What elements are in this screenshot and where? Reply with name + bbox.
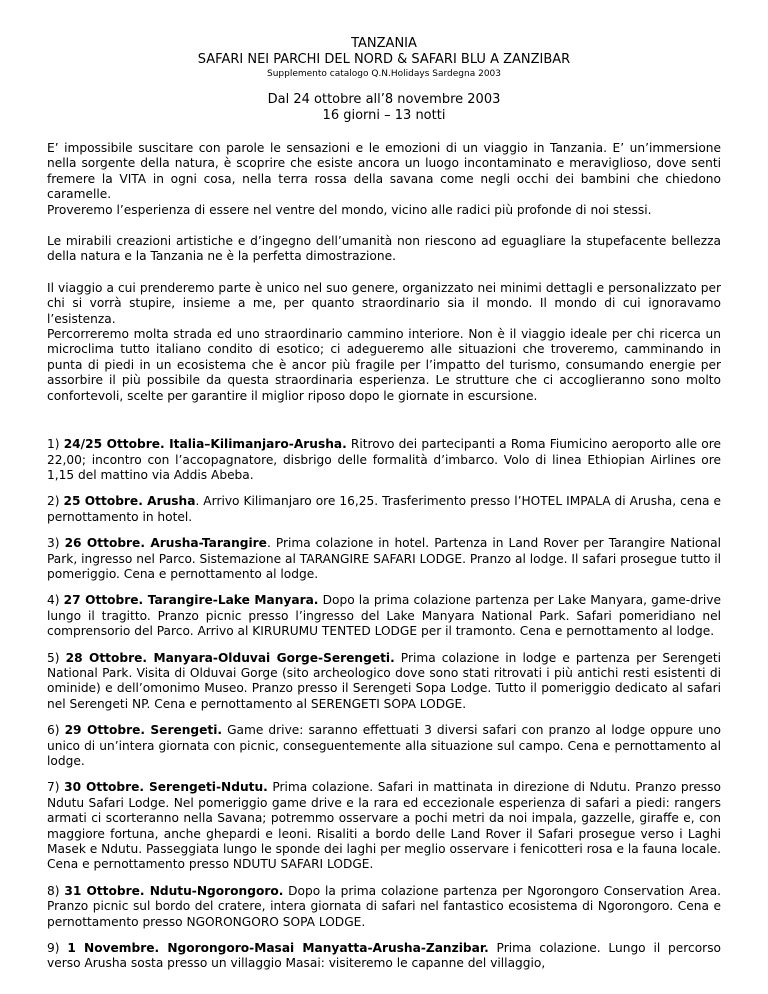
- itinerary-day: [47, 884, 721, 930]
- day-heading: 26 Ottobre. Arusha-Tarangire: [64, 536, 267, 551]
- itinerary-day: [47, 437, 721, 483]
- day-heading: 1 Novembre. Ngorongoro-Masai Manyatta-Arusha-Zanzibar.: [67, 941, 489, 956]
- spacer: [47, 420, 721, 437]
- day-number: 9): [47, 941, 68, 956]
- intro-paragraph: Proveremo l’esperienza di essere nel ventre del mondo, vicino alle radici più profonde di noi stessi.: [47, 202, 652, 217]
- day-text: Prima colazione. Lungo il percorso verso Arusha sosta presso un villaggio Masai: visiteremo le capanne del villaggio,: [47, 941, 721, 971]
- itinerary-day: [47, 941, 721, 972]
- day-text: Dopo la prima colazione partenza per Lake Manyara, game-drive lungo il tragitto. Pranzo picnic presso l’ingresso del Lake Manyara National Park. Safari pomeridiano nel comprensorio del Parco. Arrivo al KIRURUMU TENTED LODGE per il tramonto. Cena e pernottamento al lodge.: [47, 593, 721, 639]
- day-heading: 27 Ottobre. Tarangire-Lake Manyara.: [63, 593, 319, 608]
- day-number: 3): [47, 536, 65, 551]
- day-text: Prima colazione. Safari in mattinata in direzione di Ndutu. Pranzo presso Ndutu Safari Lodge. Nel pomeriggio game drive e la rara ed eccezionale esperienza di safari a piedi: rangers armati ci scorteranno nella Savana; potremmo osservare a pochi metri da noi impala, gazzelle, giraffe e, con maggiore fortuna, anche ghepardi e leoni. Risaliti a bordo delle Land Rover il Safari prosegue verso i Laghi Masek e Ndutu. Passeggiata lungo le sponde dei laghi per meglio osservare i fenicotteri rosa e la fauna locale. Cena e pernottamento presso NDUTU SAFARI LODGE.: [47, 780, 721, 872]
- itinerary-day: [47, 593, 721, 639]
- day-number: 8): [47, 883, 65, 898]
- day-text: Dopo la prima colazione partenza per Ngorongoro Conservation Area. Pranzo picnic sul bordo del cratere, intera giornata di safari nel fantastico ecosistema di Ngorongoro. Cena e pernottamento presso NGORONGORO SOPA LODGE.: [47, 883, 721, 929]
- day-number: 1): [47, 437, 64, 452]
- day-heading: 29 Ottobre. Serengeti.: [64, 723, 223, 738]
- day-text: Game drive: saranno effettuati 3 diversi safari con pranzo al lodge oppure uno unico di un’intera giornata con picnic, conseguentemente alla situazione sul campo. Cena e pernottamento al lodge.: [47, 723, 721, 768]
- itinerary-day: [47, 723, 721, 769]
- trip-duration: 16 giorni – 13 notti: [322, 108, 446, 123]
- day-heading: 30 Ottobre. Serengeti-Ndutu.: [64, 780, 268, 795]
- day-heading: 24/25 Ottobre. Italia–Kilimanjaro-Arusha.: [63, 437, 347, 452]
- itinerary-day: [47, 780, 721, 872]
- day-number: 7): [47, 780, 65, 795]
- day-number: 6): [47, 723, 65, 738]
- trip-title: SAFARI NEI PARCHI DEL NORD & SAFARI BLU A ZANZIBAR: [197, 52, 571, 67]
- intro-paragraph: Il viaggio a cui prenderemo parte è unico nel suo genere, organizzato nei minimi dettagli e personalizzato per chi si vorrà stupire, insieme a me, per quanto straordinario sia il mondo. Il mondo di cui ignoravamo l’esistenza.: [47, 280, 721, 326]
- itinerary-day: [47, 651, 721, 713]
- day-number: 5): [47, 650, 66, 665]
- country-heading: TANZANIA: [351, 36, 417, 51]
- day-text: Ritrovo dei partecipanti a Roma Fiumicino aeroporto alle ore 22,00; incontro con l’accopagnatore, disbrigo delle formalità d’imbarco. Volo di linea Ethiopian Airlines ore 1,15 del mattino via Addis Abeba.: [47, 437, 721, 482]
- day-number: 2): [47, 494, 64, 509]
- trip-dates: Dal 24 ottobre all’8 novembre 2003: [267, 92, 501, 107]
- day-number: 4): [47, 593, 64, 608]
- day-text: . Prima colazione in hotel. Partenza in Land Rover per Tarangire National Park, ingresso nel Parco. Sistemazione al TARANGIRE SAFARI LODGE. Pranzo al lodge. Il safari prosegue tutto il pomeriggio. Cena e pernottamento al lodge.: [47, 536, 721, 581]
- catalog-subtitle: Supplemento catalogo Q.N.Holidays Sardegna 2003: [266, 69, 501, 79]
- intro-paragraph: Percorreremo molta strada ed uno straordinario cammino interiore. Non è il viaggio ideale per chi ricerca un microclima tutto italiano condito di esotico; ci adegueremo alle situazioni che troveremo, camminando in punta di piedi in un ecosistema che è ancor più fragile per l’impatto del turismo, consumando energie per assorbire il più possibile da questa straordinaria esperienza. Le strutture che ci accoglieranno sono molto confortevoli, scelte per garantire il miglior riposo dopo le giornate in escursione.: [47, 327, 721, 403]
- day-text: . Arrivo Kilimanjaro ore 16,25. Trasferimento presso l’HOTEL IMPALA di Arusha, cena e pernottamento in hotel.: [47, 494, 721, 524]
- day-heading: 28 Ottobre. Manyara-Olduvai Gorge-Serengeti.: [65, 650, 395, 665]
- day-heading: 25 Ottobre. Arusha: [63, 494, 196, 509]
- day-text: Prima colazione in lodge e partenza per Serengeti National Park. Visita di Olduvai Gorge (sito archeologico dove sono stati ritrovati i più antichi resti esistenti di ominide) e dell’omonimo Museo. Pranzo presso il Serengeti Sopa Lodge. Tutto il pomeriggio dedicato al safari nel Serengeti NP. Cena e pernottamento al SERENGETI SOPA LODGE.: [47, 650, 722, 711]
- document-page: [47, 36, 721, 983]
- day-heading: 31 Ottobre. Ndutu-Ngorongoro.: [64, 883, 284, 898]
- itinerary-day: [47, 536, 721, 582]
- intro-paragraph: E’ impossibile suscitare con parole le sensazioni e le emozioni di un viaggio in Tanzania. E’ un’immersione nella sorgente della natura, è scoprire che esiste ancora un luogo incontaminato e meraviglioso, dove senti fremere la VITA in ogni cosa, nella terra rossa della savana come negli occhi dei bambini che chiedono caramelle.: [47, 141, 721, 202]
- itinerary-day: [47, 494, 721, 525]
- intro-paragraph: Le mirabili creazioni artistiche e d’ingegno dell’umanità non riescono ad eguagliare la stupefacente bellezza della natura e la Tanzania ne è la perfetta dimostrazione.: [47, 234, 721, 264]
